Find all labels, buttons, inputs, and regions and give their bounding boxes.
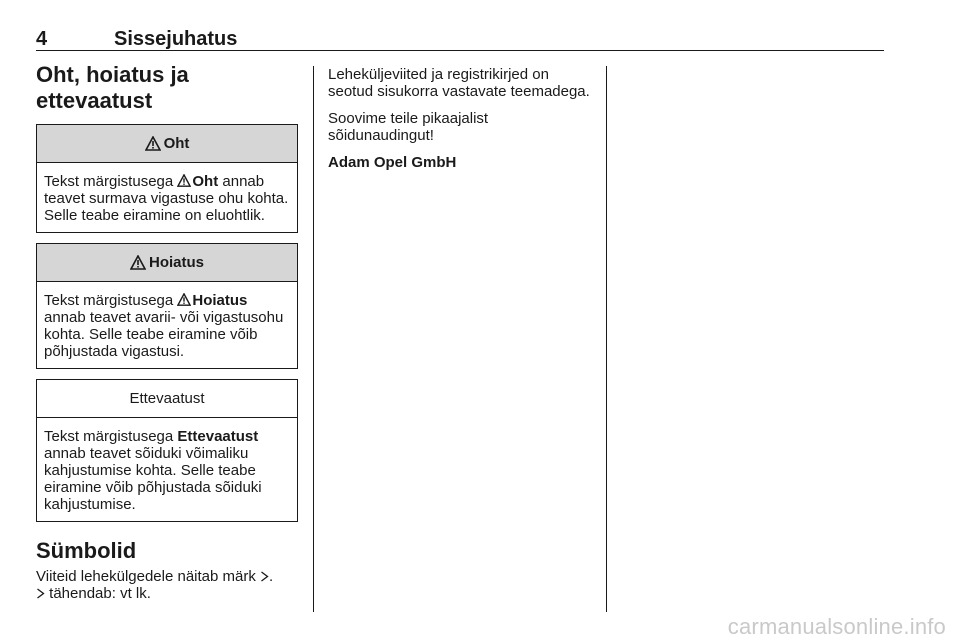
symbols-text-1: Viiteid lehekülgedele näitab märk xyxy=(36,568,261,585)
page-number: 4 xyxy=(36,28,48,50)
warning-triangle-icon xyxy=(177,293,191,306)
middle-column xyxy=(328,66,592,181)
symbols-text-2: . xyxy=(269,568,274,585)
caution-keyword: Ettevaatust xyxy=(177,428,259,445)
warning-box-header xyxy=(37,244,297,282)
caution-box-body xyxy=(37,418,297,521)
danger-box-title: Oht xyxy=(163,135,190,152)
warning-triangle-icon xyxy=(177,174,191,187)
symbols-text-3: tähendab: vt lk. xyxy=(45,585,151,602)
references-paragraph: Leheküljeviited ja registrikirjed on seotud sisukorra vastavate teemadega. xyxy=(328,66,590,100)
danger-box-body xyxy=(37,163,297,232)
caution-text-pre: Tekst märgistusega xyxy=(44,428,178,445)
danger-text-pre: Tekst märgistusega xyxy=(44,173,178,190)
warning-text-post: annab teavet avarii- või vigastusohu kohta. Selle teabe eiramine võib põhjustada vigastusi. xyxy=(44,309,284,360)
page-ref-arrow-icon xyxy=(260,571,269,582)
symbols-heading: Sümbolid xyxy=(36,538,137,563)
danger-box xyxy=(36,124,298,233)
warning-box-title: Hoiatus xyxy=(148,254,204,271)
caution-box xyxy=(36,379,298,522)
caution-box-title: Ettevaatust xyxy=(129,390,205,407)
warning-box xyxy=(36,243,298,369)
page-header xyxy=(36,28,884,51)
danger-text-post: annab teavet surmava vigastuse ohu kohta. Selle teabe eiramine on eluohtlik. xyxy=(44,173,289,224)
column-divider xyxy=(606,66,607,612)
greeting-paragraph: Soovime teile pikaajalist sõidunaudingut! xyxy=(328,110,489,144)
caution-text-post: annab teavet sõiduki võimaliku kahjustumise kohta. Selle teabe eiramine võib põhjustada sõiduki kahjustumise. xyxy=(44,445,262,513)
symbols-paragraph xyxy=(36,568,298,602)
caution-box-header xyxy=(37,380,297,418)
danger-box-header xyxy=(37,125,297,163)
danger-keyword: Oht xyxy=(192,173,219,190)
watermark: carmanualsonline.info xyxy=(727,614,946,639)
left-column xyxy=(36,62,298,602)
company-signature: Adam Opel GmbH xyxy=(328,154,457,171)
warning-keyword: Hoiatus xyxy=(192,292,248,309)
main-heading: Oht, hoiatus ja ettevaatust xyxy=(36,62,189,113)
column-divider xyxy=(313,66,314,612)
warning-text-pre: Tekst märgistusega xyxy=(44,292,178,309)
warning-triangle-icon xyxy=(145,136,161,151)
warning-box-body xyxy=(37,282,297,368)
warning-triangle-icon xyxy=(130,255,146,270)
page-ref-arrow-icon xyxy=(36,588,45,599)
section-title: Sissejuhatus xyxy=(114,28,238,50)
